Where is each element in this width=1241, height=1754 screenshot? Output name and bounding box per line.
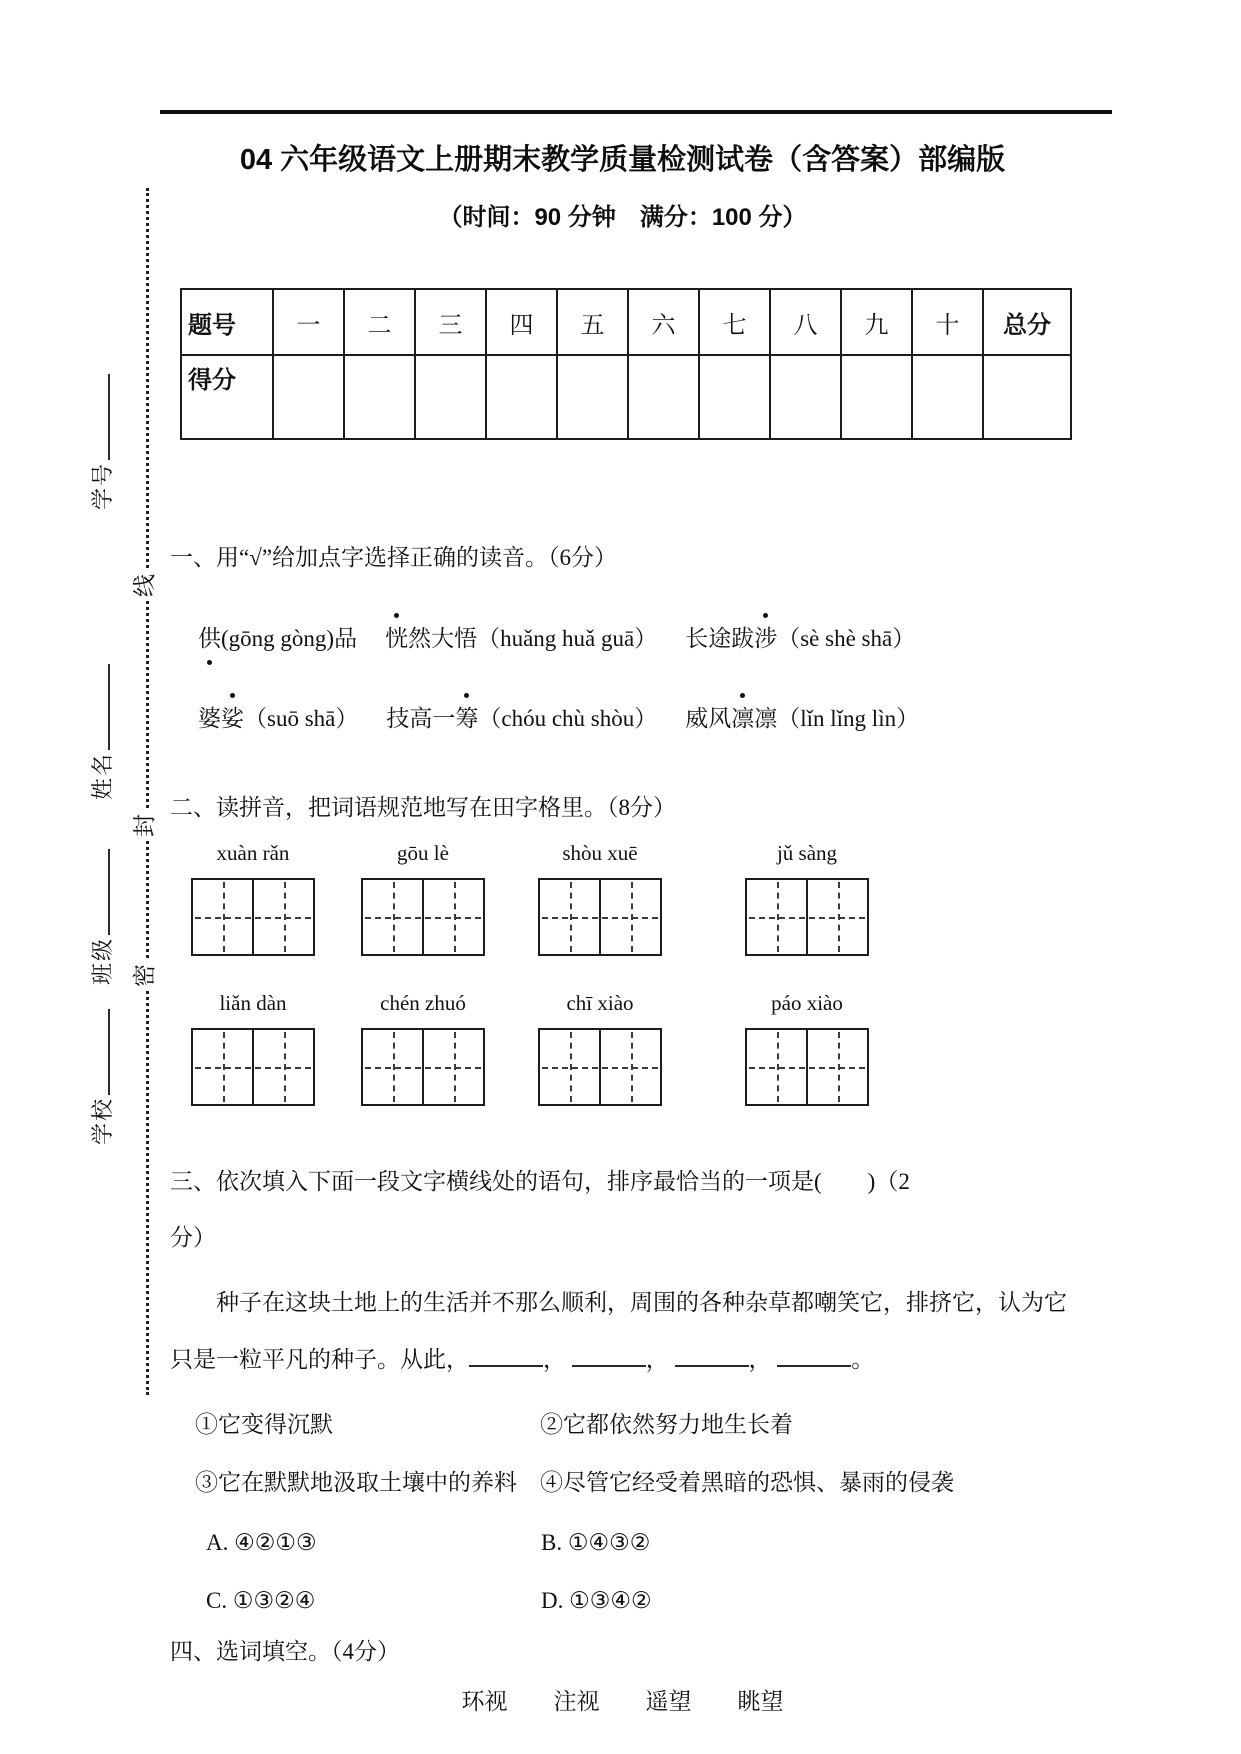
score-col-4: 四 <box>486 289 557 355</box>
score-col-10: 十 <box>912 289 983 355</box>
section1-line2 <box>198 702 1075 736</box>
fill-blank-3 <box>675 1345 749 1367</box>
class-field <box>88 849 118 985</box>
pinyin-label: liǎn dàn <box>219 991 287 1015</box>
grid-cell <box>422 880 483 954</box>
choice-c: C. ①③②④ <box>206 1588 316 1613</box>
phrase-gongpin <box>198 622 357 656</box>
grid-cell <box>252 880 313 954</box>
pinyin-label: páo xiào <box>771 991 843 1015</box>
period: 。 <box>851 1347 875 1372</box>
item-4: ④尽管它经受着黑暗的恐惧、暴雨的侵袭 <box>540 1470 954 1495</box>
word-slot-paoxiao <box>742 988 872 1106</box>
phrase-text: 技高一筹（chóu chù shòu） <box>386 706 658 731</box>
score-cell <box>557 355 628 439</box>
score-col-1: 一 <box>273 289 344 355</box>
name-field <box>88 664 118 800</box>
section3-choices <box>206 1522 1075 1622</box>
tianzige-grid <box>745 1028 869 1106</box>
score-cell <box>273 355 344 439</box>
phrase-text: 恍然大悟（huǎng huǎ guā） <box>385 626 658 651</box>
school-field <box>88 1009 118 1145</box>
score-table-corner: 题号 <box>181 289 273 355</box>
score-col-7: 七 <box>699 289 770 355</box>
tianzige-grid <box>538 1028 662 1106</box>
grid-cell <box>193 1030 252 1104</box>
section3-items <box>195 1404 1075 1504</box>
grid-cell <box>747 1030 806 1104</box>
seal-char-xian: 线 <box>130 571 160 600</box>
seal-char-feng: 封 <box>130 811 160 840</box>
grid-cell <box>422 1030 483 1104</box>
score-col-6: 六 <box>628 289 699 355</box>
pinyin-label: chén zhuó <box>380 991 466 1015</box>
score-cell <box>841 355 912 439</box>
name-blank-line <box>88 664 110 750</box>
section3-heading-line2: 分） <box>170 1225 216 1250</box>
comma: ， <box>748 1347 772 1372</box>
word-slot-goule <box>358 838 488 956</box>
pinyin-label: gōu lè <box>397 841 449 865</box>
emphasis-dot <box>230 693 235 698</box>
phrase-posuo <box>198 702 358 736</box>
grid-cell <box>363 1030 422 1104</box>
choice-a: A. ④②①③ <box>206 1530 317 1555</box>
word-slot-chenzhuo <box>358 988 488 1106</box>
word-slot-liandan <box>188 988 318 1106</box>
item-3: ③它在默默地汲取土壤中的养料 <box>195 1470 517 1495</box>
tianzige-grid <box>361 1028 485 1106</box>
pinyin-label: shòu xuē <box>562 841 638 865</box>
tianzige-row-1 <box>170 838 1075 970</box>
grid-cell <box>747 880 806 954</box>
class-label: 班级 <box>90 936 115 985</box>
word-slot-jusang <box>742 838 872 956</box>
score-cell <box>770 355 841 439</box>
score-cell <box>699 355 770 439</box>
fill-blank-2 <box>572 1345 646 1367</box>
word-slot-xuanran <box>188 838 318 956</box>
tianzige-grid <box>191 1028 315 1106</box>
class-blank-line <box>88 849 110 935</box>
score-col-9: 九 <box>841 289 912 355</box>
content-column <box>170 0 1075 1720</box>
emphasis-dot <box>763 613 768 618</box>
tianzige-grid <box>745 878 869 956</box>
section3-heading-line1: 三、依次填入下面一段文字横线处的语句，排序最恰当的一项是( )（2 <box>170 1169 910 1194</box>
section2-heading: 二、读拼音，把词语规范地写在田字格里。（8分） <box>170 795 676 820</box>
phrase-text: 婆娑（suō shā） <box>198 706 359 731</box>
word-slot-chixiao <box>535 988 665 1106</box>
student-no-blank-line <box>88 374 110 460</box>
phrase-changtubashe <box>685 622 915 656</box>
comma: ， <box>645 1347 669 1372</box>
word-bank-item: 遥望 <box>645 1689 692 1714</box>
emphasis-dot <box>464 693 469 698</box>
tianzige-grid <box>191 878 315 956</box>
score-table-header-row <box>181 289 1071 355</box>
grid-cell <box>806 1030 867 1104</box>
pinyin-label: jǔ sàng <box>776 841 838 865</box>
school-label: 学校 <box>90 1096 115 1145</box>
comma: ， <box>543 1347 566 1372</box>
emphasis-dot <box>394 613 399 618</box>
tianzige-row-2 <box>170 988 1075 1120</box>
word-slot-shouxue <box>535 838 665 956</box>
word-bank-item: 环视 <box>461 1689 508 1714</box>
grid-cell <box>806 880 867 954</box>
score-col-5: 五 <box>557 289 628 355</box>
grid-cell <box>599 1030 660 1104</box>
score-col-8: 八 <box>770 289 841 355</box>
section1-heading: 一、用“√”给加点字选择正确的读音。（6分） <box>170 545 618 570</box>
score-cell <box>415 355 486 439</box>
section4-word-bank <box>170 1684 1075 1720</box>
grid-cell <box>252 1030 313 1104</box>
seal-char-mi: 密 <box>130 961 160 990</box>
phrase-text: 长途跋涉（sè shè shā） <box>685 626 916 651</box>
page-subtitle: （时间：90 分钟 满分：100 分） <box>438 204 807 231</box>
score-col-total: 总分 <box>983 289 1071 355</box>
score-cell-total <box>983 355 1071 439</box>
item-2: ②它都依然努力地生长着 <box>540 1412 793 1437</box>
score-cell <box>344 355 415 439</box>
score-col-3: 三 <box>415 289 486 355</box>
phrase-huangrandawu <box>385 622 657 656</box>
phrase-weifenglinlin <box>685 702 919 736</box>
fill-blank-1 <box>469 1345 543 1367</box>
phrase-text: 威风凛凛（lǐn lǐng lìn） <box>685 706 920 731</box>
pinyin-label: xuàn rǎn <box>216 841 290 865</box>
phrase-text: 供(gōng gòng)品 <box>198 626 358 651</box>
score-cell <box>912 355 983 439</box>
grid-cell <box>540 880 599 954</box>
tianzige-grid <box>538 878 662 956</box>
fill-blank-4 <box>777 1345 851 1367</box>
section3-heading <box>170 1154 1075 1266</box>
page-title: 04 六年级语文上册期末教学质量检测试卷（含答案）部编版 <box>239 144 1006 176</box>
choice-d: D. ①③④② <box>541 1588 652 1613</box>
score-table <box>180 288 1072 440</box>
name-label: 姓名 <box>90 751 115 800</box>
emphasis-dot <box>740 693 745 698</box>
score-cell <box>628 355 699 439</box>
item-1: ①它变得沉默 <box>195 1412 333 1437</box>
word-bank-item: 眺望 <box>737 1689 784 1714</box>
score-table-score-row <box>181 355 1071 439</box>
word-bank-item: 注视 <box>553 1689 600 1714</box>
seal-dotted-line <box>146 188 149 1395</box>
grid-cell <box>193 880 252 954</box>
phrase-jigaoyichou <box>386 702 657 736</box>
paragraph-text: 种子在这块土地上的生活并不那么顺利，周围的各种杂草都嘲笑它，排挤它，认为它只是一粒平凡的种子。从此， <box>170 1290 1067 1372</box>
emphasis-dot <box>207 660 212 665</box>
score-col-2: 二 <box>344 289 415 355</box>
pinyin-label: chī xiào <box>566 991 634 1015</box>
grid-cell <box>363 880 422 954</box>
grid-cell <box>599 880 660 954</box>
tianzige-grid <box>361 878 485 956</box>
grid-cell <box>540 1030 599 1104</box>
score-cell <box>486 355 557 439</box>
score-row-label: 得分 <box>181 355 273 439</box>
choice-b: B. ①④③② <box>541 1530 651 1555</box>
school-blank-line <box>88 1009 110 1095</box>
student-no-field <box>88 374 118 510</box>
student-no-label: 学号 <box>90 461 115 510</box>
section3-paragraph <box>170 1274 1075 1388</box>
section4-heading: 四、选词填空。（4分） <box>170 1639 400 1664</box>
section1-line1 <box>198 622 1075 656</box>
